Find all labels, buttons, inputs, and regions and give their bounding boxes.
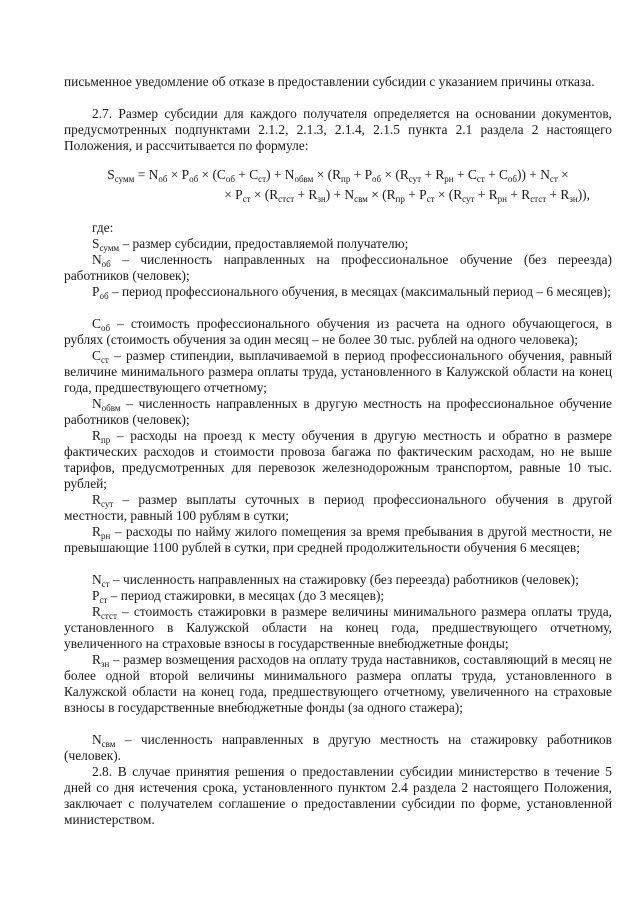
paragraph-2-7: 2.7. Размер субсидии для каждого получателя определяется на основании документов, предусмотренных подпунктами 2.1.2, 2.1.3, 2.1.4, 2.1.5 пункта 2.1 раздела 2 настоящего Положения, и рассчитывается по формуле: [64,106,612,153]
paragraph-2-8: 2.8. В случае принятия решения о предоставлении субсидии министерство в течение 5 дней со дня истечения срока, установленного пунктом 2.4 раздела 2 настоящего Положения, заключает с получателем соглашение о предоставлении субсидии по форме, установленной министерством. [64,764,612,827]
def-p-st: $P_{ст}$ – период стажировки, в месяцах (до 3 месяцев); [92,588,385,605]
label-where: где: [92,220,114,235]
def-r-sut: $R_{сут}$ – размер выплаты суточных в период профессионального обучения в другой местности, равный 100 рублям в сутки; [64,492,612,523]
def-p-ob: $P_{об}$ – период профессионального обучения, в месяцах (максимальный период – 6 месяцев); [92,284,611,301]
def-c-ob: $C_{об}$ – стоимость профессионального обучения из расчета на одного обучающегося, в рублях (стоимость обучения за один месяц – не более 30 тыс. рублей на одного человека); [64,316,612,347]
formula-line-2: × $P_{ст} \times (R_{стст} + R_{зн}) + N_{свм} \times (R_{пр} + P_{ст} \times (R_{сут} + R_{рн} + R_{стст} + R_{зн}))$, [224,187,590,204]
def-r-stst: $R_{стст}$ – стоимость стажировки в размере величины минимального размера оплаты труда, установленного в Калужской области на конец года, предшествующего отчетному, увеличенного на страховые взносы в государственные внебюджетные фонды; [64,604,612,651]
paragraph-refusal-notice: письменное уведомление об отказе в предоставлении субсидии с указанием причины отказа. [64,74,595,89]
formula-line-1: $S_{сумм} = N_{об} \times P_{об} \times (C_{об} + C_{ст}) + N_{обвм} \times (R_{пр} + P_{об} \times (R_{сут} + R_{рн} + C_{ст} + C_{об})) + N_{ст}$ × [107,167,569,184]
def-s-summ: $S_{сумм}$ – размер субсидии, предоставляемой получателю; [92,236,409,253]
def-r-rn: $R_{рн}$ – расходы по найму жилого помещения за время пребывания в другой местности, не превышающие 1100 рублей в сутки, при средней продолжительности обучения 6 месяцев; [64,524,612,555]
def-c-st: $C_{ст}$ – размер стипендии, выплачиваемой в период профессионального обучения, равный величине минимального размера оплаты труда, установленного в Калужской области на конец года, предшествующего отчетному; [64,348,612,395]
def-n-ob: $N_{об}$ – численность направленных на профессиональное обучение (без переезда) работников (человек); [64,252,612,283]
def-n-st: $N_{ст}$ – численность направленных на стажировку (без переезда) работников (человек); [92,572,579,589]
def-r-zn: $R_{зн}$ – размер возмещения расходов на оплату труда наставников, составляющий в месяц не более одной второй величины минимального размера оплаты труда, установленного в Калужской области на конец года, предшествующего отчетному, увеличенного на страховые взносы в государственные внебюджетные фонды (за одного стажера); [64,652,612,715]
def-r-pr: $R_{пр}$ – расходы на проезд к месту обучения в другую местность и обратно в размере фактических расходов и стоимости провоза багажа по фактическим расходам, но не выше тарифов, предусмотренных для перевозок железнодорожным транспортом, равные 10 тыс. рублей; [64,428,612,491]
def-n-svm: $N_{свм}$ – численность направленных в другую местность на стажировку работников (человек). [64,732,612,763]
def-n-obvm: $N_{обвм}$ – численность направленных в другую местность на профессиональное обучение работников (человек); [64,396,612,427]
